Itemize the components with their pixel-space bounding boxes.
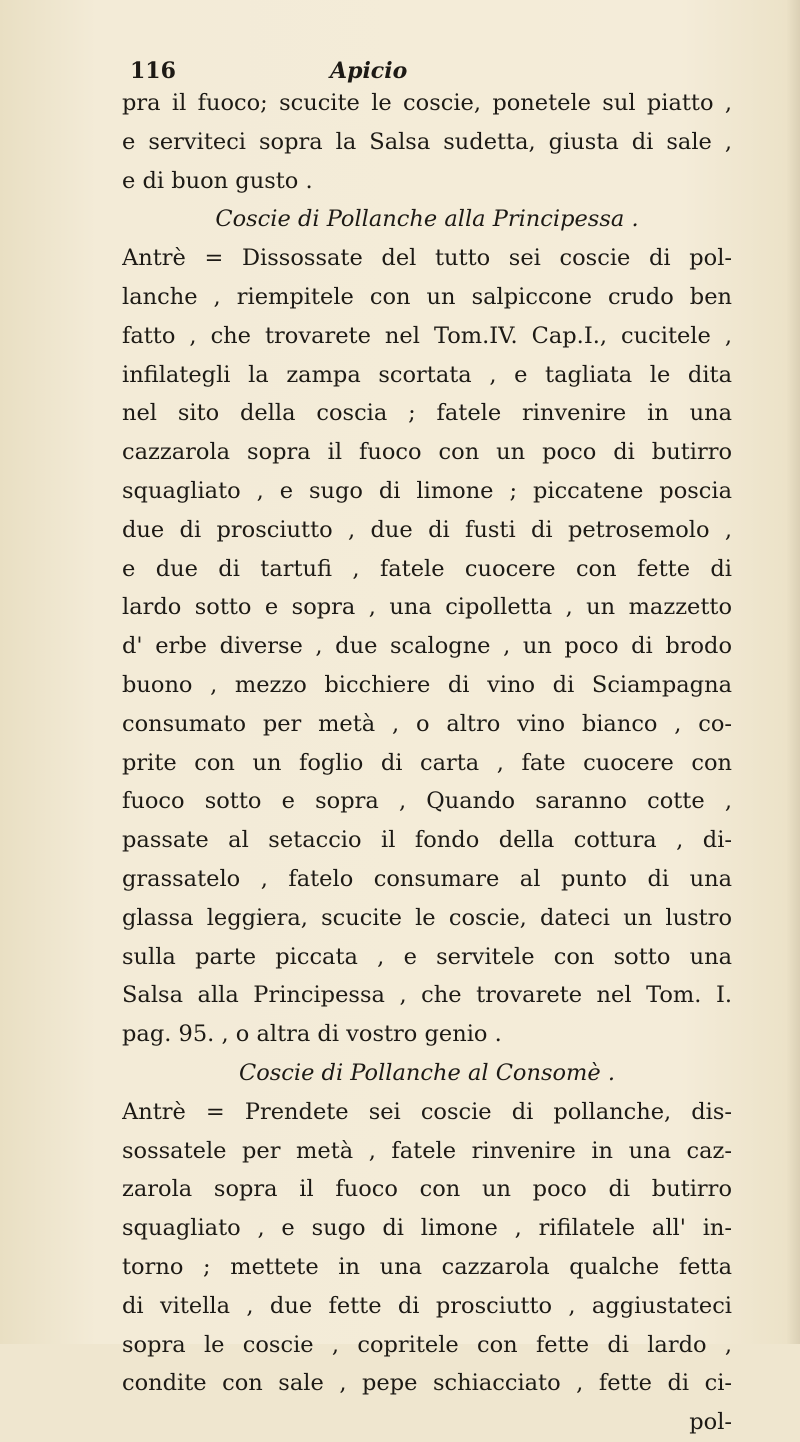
- text-line: e serviteci sopra la Salsa sudetta, giusta di sale ,: [122, 128, 732, 155]
- text-line: grassatelo , fatelo consumare al punto di una: [122, 865, 732, 892]
- text-line: buono , mezzo bicchiere di vino di Sciampagna: [122, 671, 732, 698]
- text-line: fuoco sotto e sopra , Quando saranno cotte ,: [122, 788, 732, 815]
- page-edge-shadow: [786, 0, 800, 1344]
- text-line: Antrè = Prendete sei coscie di pollanche, dis-: [122, 1098, 732, 1125]
- recipe-heading: Coscie di Pollanche al Consomè .: [238, 1059, 616, 1086]
- text-line: passate al setaccio il fondo della cottura , di-: [122, 827, 732, 854]
- text-line: sulla parte piccata , e servitele con sotto una: [122, 943, 732, 970]
- page-number: 116: [130, 58, 176, 84]
- text-line: e di buon gusto .: [122, 167, 313, 194]
- text-line: glassa leggiera, scucite le coscie, dateci un lustro: [122, 904, 732, 931]
- text-line: due di prosciutto , due di fusti di petrosemolo ,: [122, 516, 732, 543]
- text-line: fatto , che trovarete nel Tom.IV. Cap.I., cucitele ,: [122, 322, 732, 349]
- text-line: e due di tartufi , fatele cuocere con fette di: [122, 555, 732, 582]
- text-line: squagliato , e sugo di limone , rifilatele all' in-: [122, 1215, 732, 1242]
- text-line: lanche , riempitele con un salpiccone crudo ben: [122, 283, 732, 310]
- text-line: pag. 95. , o altra di vostro genio .: [122, 1021, 502, 1048]
- catchword: pol-: [689, 1409, 732, 1436]
- text-line: sopra le coscie , copritele con fette di lardo ,: [122, 1331, 732, 1358]
- text-line: lardo sotto e sopra , una cipolletta , un mazzetto: [122, 594, 732, 621]
- running-title: Apicio: [330, 58, 408, 84]
- text-line: infilategli la zampa scortata , e tagliata le dita: [122, 361, 732, 388]
- recipe-text: [122, 84, 732, 1442]
- recipe-heading: Coscie di Pollanche alla Principessa .: [215, 206, 639, 233]
- text-line: sossatele per metà , fatele rinvenire in una caz-: [122, 1137, 732, 1164]
- text-line: zarola sopra il fuoco con un poco di butirro: [122, 1176, 732, 1203]
- text-line: squagliato , e sugo di limone ; piccatene poscia: [122, 477, 732, 504]
- text-line: d' erbe diverse , due scalogne , un poco di brodo: [122, 633, 732, 660]
- text-line: nel sito della coscia ; fatele rinvenire in una: [122, 400, 732, 427]
- text-line: Salsa alla Principessa , che trovarete nel Tom. I.: [122, 982, 732, 1009]
- text-line: torno ; mettete in una cazzarola qualche fetta: [122, 1253, 732, 1280]
- text-line: prite con un foglio di carta , fate cuocere con: [122, 749, 732, 776]
- text-line: di vitella , due fette di prosciutto , aggiustateci: [122, 1292, 732, 1319]
- text-line: condite con sale , pepe schiacciato , fette di ci-: [122, 1370, 732, 1397]
- text-line: pra il fuoco; scucite le coscie, ponetele sul piatto ,: [122, 90, 732, 116]
- text-line: cazzarola sopra il fuoco con un poco di butirro: [122, 439, 732, 466]
- text-line: Antrè = Dissossate del tutto sei coscie di pol-: [122, 245, 732, 272]
- text-line: consumato per metà , o altro vino bianco , co-: [122, 710, 732, 737]
